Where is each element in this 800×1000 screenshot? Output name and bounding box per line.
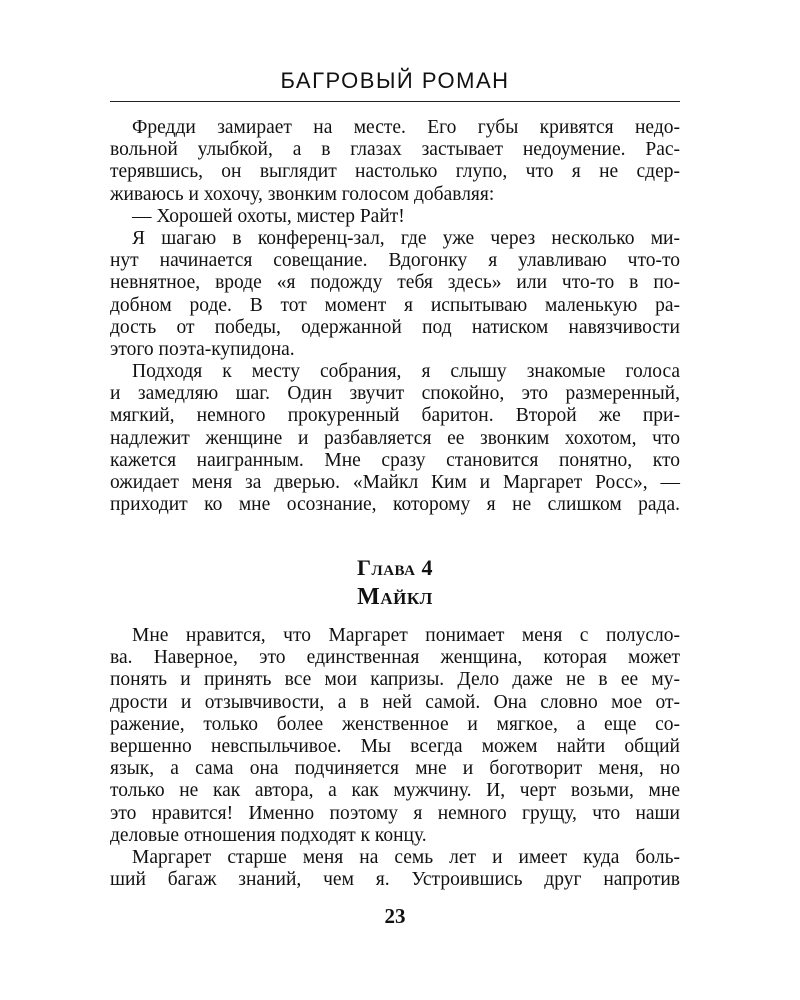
text-line: вершенно невспыльчивое. Мы всегда можем найти общий bbox=[110, 735, 680, 757]
text-line: язык, а сама она подчиняется мне и боготворит меня, но bbox=[110, 758, 680, 780]
text-line: вольной улыбкой, а в глазах застывает недоумение. Рас- bbox=[110, 139, 680, 161]
text-line: дость от победы, одержанной под натиском навязчивости bbox=[110, 316, 680, 338]
text-line: Маргарет старше меня на семь лет и имеет куда боль- bbox=[132, 846, 680, 868]
text-line: ший багаж знаний, чем я. Устроившись друг напротив bbox=[110, 869, 680, 891]
text-line: понять и принять все мои капризы. Дело даже не в ее му- bbox=[110, 669, 680, 691]
text-line: только не как автора, а как мужчину. И, черт возьми, мне bbox=[110, 780, 680, 802]
text-line: ва. Наверное, это единственная женщина, которая может bbox=[110, 647, 680, 669]
chapter-number: Глава 4 bbox=[357, 555, 433, 580]
text-line: это нравится! Именно поэтому я немного грущу, что наши bbox=[110, 802, 680, 824]
text-line: мягкий, немного прокуренный баритон. Второй же при- bbox=[110, 405, 680, 427]
text-line: терявшись, он выглядит настолько глупо, что я не сдер- bbox=[110, 161, 680, 183]
text-line: Мне нравится, что Маргарет понимает меня с полусло- bbox=[132, 625, 680, 646]
text-line: и замедляю шаг. Один звучит спокойно, это размеренный, bbox=[110, 383, 680, 405]
body-text-section-a bbox=[110, 117, 680, 516]
text-line: ожидает меня за дверью. «Майкл Ким и Маргарет Росс», — bbox=[110, 472, 680, 493]
text-line: Подходя к месту собрания, я слышу знакомые голоса bbox=[132, 361, 680, 383]
text-line: кажется наигранным. Мне сразу становится понятно, кто bbox=[110, 449, 680, 471]
text-line: ражение, только более женственное и мягкое, а еще со- bbox=[110, 713, 680, 735]
running-head-title: БАГРОВЫЙ РОМАН bbox=[280, 68, 510, 93]
text-line: живаюсь и хохочу, звонким голосом добавляя: bbox=[110, 183, 495, 205]
page-number: 23 bbox=[384, 904, 406, 928]
text-line: нут начинается совещание. Вдогонку я улавливаю что-то bbox=[110, 250, 680, 272]
text-line: Фредди замирает на месте. Его губы кривятся недо- bbox=[132, 117, 680, 138]
text-line: невнятное, вроде «я подожду тебя здесь» или что-то в по- bbox=[110, 272, 680, 294]
body-text-section-b bbox=[110, 625, 680, 891]
chapter-title: Майкл bbox=[357, 584, 433, 610]
header-rule bbox=[110, 101, 680, 102]
text-line: добном роде. В тот момент я испытываю маленькую ра- bbox=[110, 294, 680, 316]
text-line: дрости и отзывчивости, а в ней самой. Она словно мое от- bbox=[110, 691, 680, 713]
text-line: этого поэта-купидона. bbox=[110, 338, 295, 360]
text-line: деловые отношения подходят к концу. bbox=[110, 824, 427, 846]
text-line: надлежит женщине и разбавляется ее звонким хохотом, что bbox=[110, 427, 680, 449]
text-line: Я шагаю в конференц-зал, где уже через несколько ми- bbox=[132, 227, 680, 249]
text-line: приходит ко мне осознание, которому я не слишком рада. bbox=[110, 494, 680, 516]
text-line: — Хорошей охоты, мистер Райт! bbox=[132, 205, 405, 227]
